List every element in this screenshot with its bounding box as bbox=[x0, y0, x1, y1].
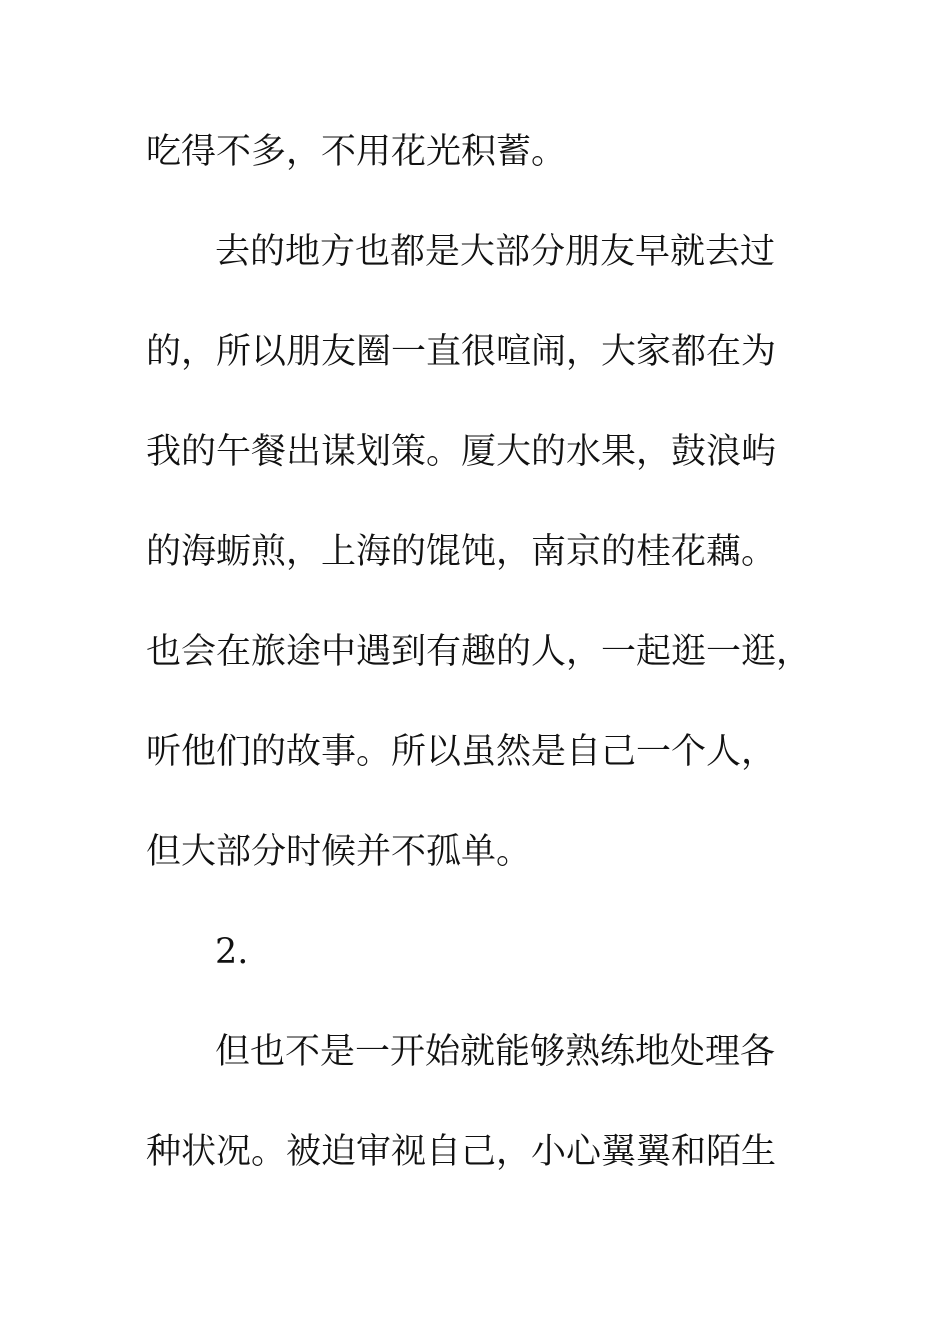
text-line: 但大部分时候并不孤单。 bbox=[146, 832, 532, 872]
paragraph-start-line: 但也不是一开始就能够熟练地处理各 bbox=[215, 1032, 776, 1072]
text-line: 听他们的故事。所以虽然是自己一个人， bbox=[146, 732, 777, 772]
text-line: 的，所以朋友圈一直很喧闹，大家都在为 bbox=[146, 332, 777, 372]
text-line: 吃得不多，不用花光积蓄。 bbox=[146, 132, 567, 172]
text-line: 种状况。被迫审视自己，小心翼翼和陌生 bbox=[146, 1132, 777, 1172]
text-line: 也会在旅途中遇到有趣的人，一起逛一逛， bbox=[146, 632, 812, 672]
paragraph-start-line: 去的地方也都是大部分朋友早就去过 bbox=[215, 232, 776, 272]
section-number: 2. bbox=[215, 932, 249, 972]
text-line: 的海蛎煎，上海的馄饨，南京的桂花藕。 bbox=[146, 532, 777, 572]
text-line: 我的午餐出谋划策。厦大的水果，鼓浪屿 bbox=[146, 432, 777, 472]
